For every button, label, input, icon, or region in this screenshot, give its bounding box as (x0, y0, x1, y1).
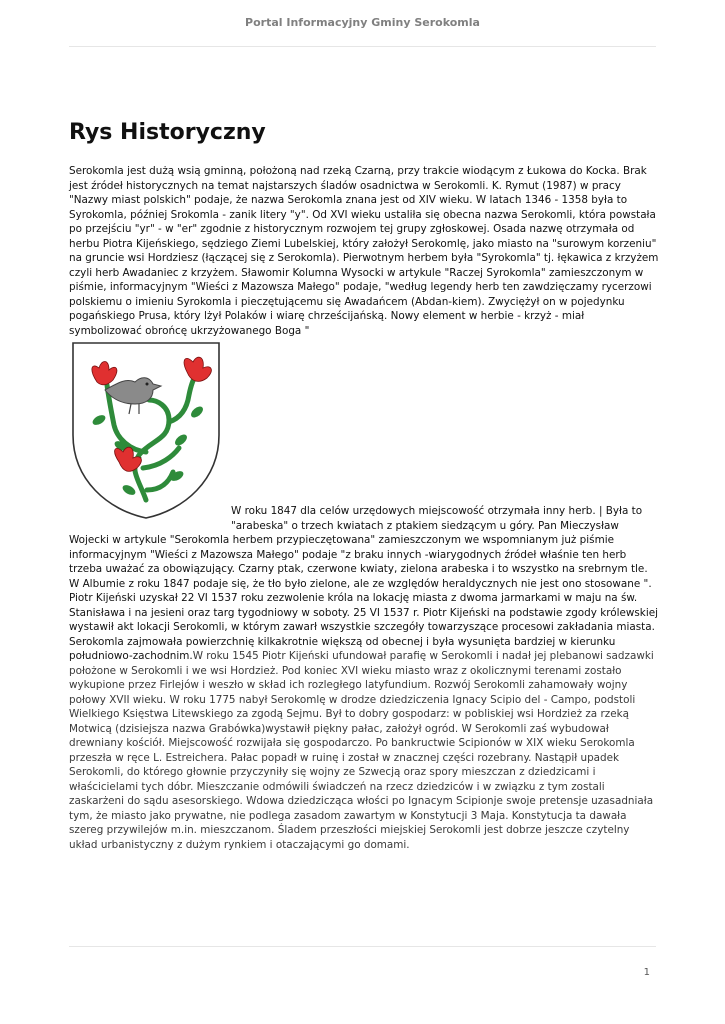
continued-paragraph: W roku 1545 Piotr Kijeński ufundował parafię w Serokomli i nadał jej plebanowi sadzawki położone w Serokomli i we wsi Hordzież. Pod koniec XVI wieku miasto wraz z okolicznymi terenami zostało wykupione przez Firlejów i weszło w skład ich rozległego latyfundium. Rozwój Serokomli zahamowały wojny połowy XVII wieku. W roku 1775 nabył Serokomlę w drodze dziedziczenia Ignacy Scipio del - Campo, podstoli Wielkiego Księstwa Litewskiego za zgodą Sejmu. Był to dobry gospodarz: w pobliskiej wsi Hordzież za rzeką Motwicą (dzisiejsza nazwa Grabówka)wystawił piękny pałac, założył ogród. W Serokomli zaś wybudował drewniany kościół. Miejscowość rozwijała się gospodarczo. Po bankructwie Scipionów w XIX wieku Serokomla przeszła w ręce L. Estreichera. Pałac popadł w ruinę i został w znacznej części rozebrany. Nastąpił upadek Serokomli, do którego głownie przyczyniły się wojny ze Szwecją oraz spory mieszczan z dziedzicami i właścicielami tych dóbr. Mieszczanie odmówili świadczeń na rzecz dziedziców i w związku z tym zostali zaskarżeni do sądu asesorskiego. Wdowa dziedzicząca włości po Ignacym Scipionje swoje pretensje uzasadniała tym, że miasto jako prywatne, nie podlega zasadom zawartym w Konstytucji 3 Maja. Konstytucja ta dawała szereg przywilejów m.in. mieszczanom. Śladem przeszłości miejskiej Serokomli jest dobrze jeszcze czytelny układ urbanistyczny z dużym rynkiem i otaczającymi go domami. (69, 650, 654, 851)
coat-of-arms-icon (69, 340, 223, 522)
footer-divider (69, 946, 656, 947)
article-body (69, 164, 659, 852)
site-header-title: Portal Informacyjny Gminy Serokomla (245, 16, 480, 29)
main-paragraph: W roku 1847 dla celów urzędowych miejscowość otrzymała inny herb. | Była to "arabeska" o trzech kwiatach z ptakiem siedzącym u góry. Pan Mieczysław Wojecki w artykule "Serokomla herbem przypieczętowana" zamieszczonym we wspomnianym już piśmie informacyjnym "Wieści z Mazowsza Małego" podaje "z braku innych -wiarygodnych źródeł właśnie ten herb trzeba uważać za obowiązujący. Czarny ptak, czerwone kwiaty, zielona arabeska i to wszystko na srebrnym tle. W Albumie z roku 1847 podaje się, że tło było zielone, ale ze względów heraldycznych nie jest ono stosowane ". Piotr Kijeński uzyskał 22 VI 1537 roku zezwolenie króla na lokację miasta z dwoma jarmarkami w maju na św. Stanisława i na jesieni oraz targ tygodniowy w soboty. 25 VI 1537 r. Piotr Kijeński na podstawie zgody królewskiej wystawił akt lokacji Serokomli, w którym zawarł wszystkie szczegóły towarzyszące procesowi zakładania miasta. Serokomla zajmowała powierzchnię kilkakrotnie większą od obecnej i była wysunięta bardziej w kierunku południowo-zachodnim. (69, 505, 658, 662)
page-number: 1 (643, 967, 650, 978)
header-divider (69, 46, 656, 47)
page-title: Rys Historyczny (69, 120, 266, 145)
intro-paragraph: Serokomla jest dużą wsią gminną, położoną nad rzeką Czarną, przy trakcie wiodącym z Łukowa do Kocka. Brak jest źródeł historycznych na temat najstarszych śladów osadnictwa w Serokomli. K. Rymut (1987) w pracy "Nazwy miast polskich" podaje, że nazwa Serokomla znana jest od XIV wieku. W latach 1346 - 1358 była to Syrokomla, później Srokomla - zanik litery "y". Od XVI wieku ustaliła się obecna nazwa Serokomli, która powstała po przejściu "yr" - w "er" zgodnie z historycznym rozwojem tej grupy zgłoskowej. Osada nazwę otrzymała od herbu Piotra Kijeńskiego, sędziego Ziemi Lubelskiej, który założył Serokomlę, jako miasto na "surowym korzeniu" na gruncie wsi Hordziesz (łączącej się z Serokomla). Pierwotnym herbem była "Syrokomla" tj. łękawica z krzyżem czyli herb Awadaniec z krzyżem. Sławomir Kolumna Wysocki w artykule "Raczej Syrokomla" zamieszczonym w piśmie, informacyjnym "Wieści z Mazowsza Małego" podaje, "według legendy herb ten zawdzięczamy rycerzowi polskiemu o imieniu Syrokomla i pieczętującemu się Awadańcem (Abdan-kiem). Zwyciężył on w pojedynku pogańskiego Prusa, który lżył Polaków i wiarę chrześcijańską. Nowy element w herbie - krzyż - miał symbolizować obrońcę ukrzyżowanego Boga " (69, 165, 659, 337)
